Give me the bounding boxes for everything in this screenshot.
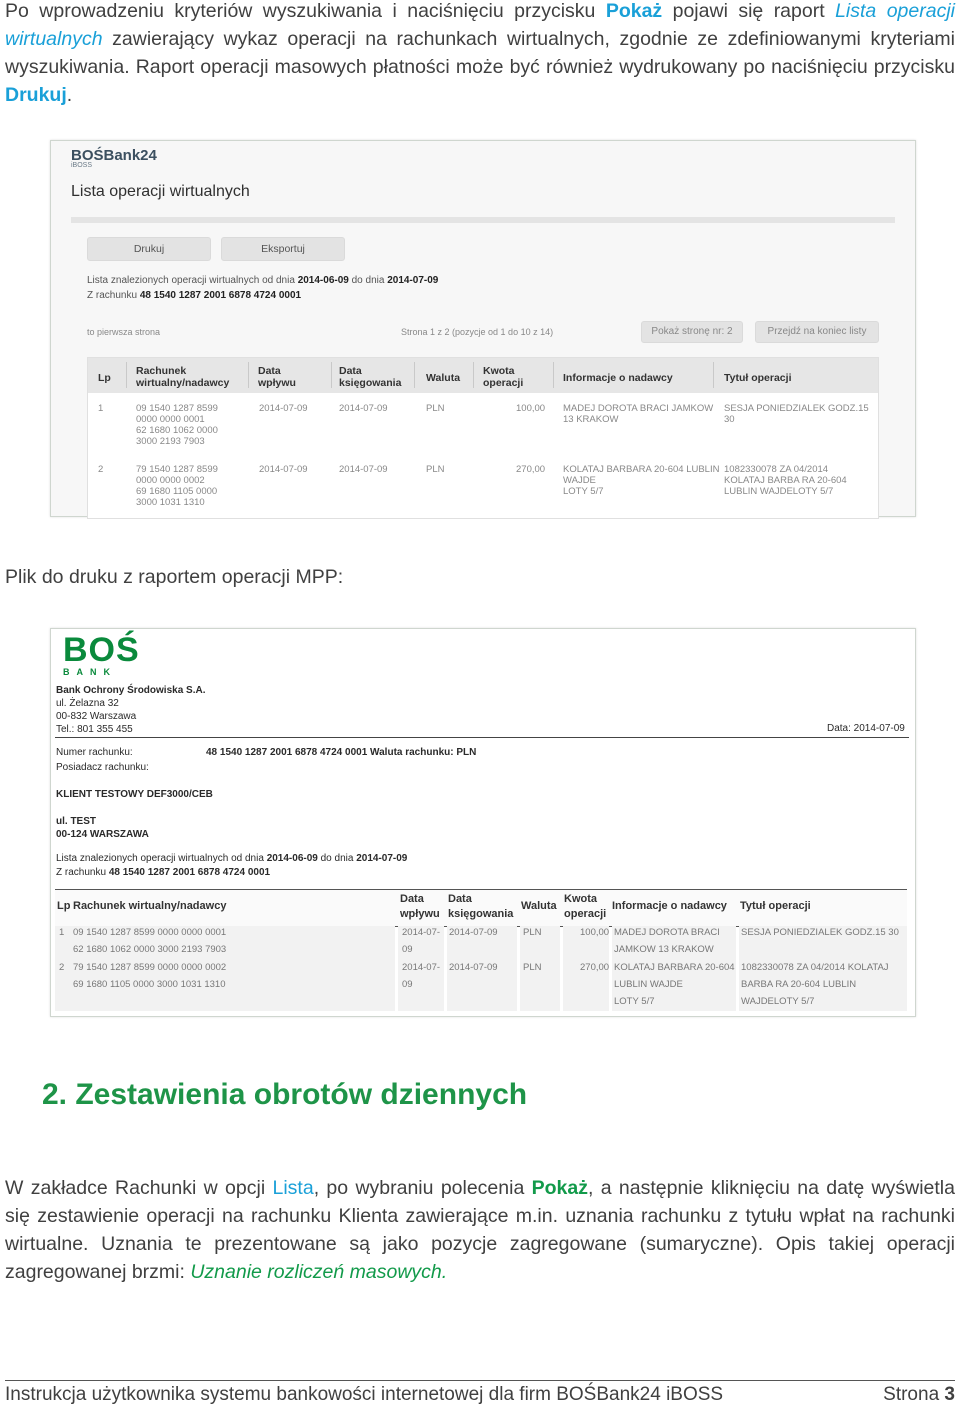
col-amount: Kwota operacji: [564, 893, 607, 920]
account-number-label: Numer rachunku:: [56, 747, 133, 758]
page-footer: [5, 1384, 955, 1406]
print-button[interactable]: Drukuj: [87, 237, 211, 261]
bank-name: Bank Ochrony Środowiska S.A.: [56, 685, 206, 696]
intro-paragraph: Po wprowadzeniu kryteriów wyszukiwania i naciśnięciu przycisku Pokaż pojawi się raport Lista operacji wirtualnych zawierający wykaz operacji na rachunkach wirtualnych, zgodnie ze zdefiniowanymi kryteriami wyszukiwania. Raport operacji masowych płatności może być również wydrukowany po naciśnięciu przycisku Drukuj.: [5, 0, 955, 106]
bos-bank-logo: BOŚ BANK: [63, 631, 140, 677]
operations-table: Lp Rachunek wirtualny/nadawcy Data wpływu Data księgowania Waluta Kwota operacji Informacje o nadawcy Tytuł operacji 1 09 1540 1287 8599 0000 0000 0001 62 1680 1062 0000 3000 2193 7903 2014-07- 09 2014-07-09 PLN 100,00 MADEJ DOROTA BRACI JAMKOW 13 KRAKOW SESJA PONIEDZIALEK GODZ.15 30 2 79 1540 1287 8599 0000 0000 0002 69 1680 1105 0000 3000 1031 1310 2014-07- 09 2014-07-09 PLN 270,00 KOLATAJ BARBARA 20-604 LUBLIN WAJDE LOTY 5/7 1082330078 ZA 04/2014 KOLATAJ BARBA RA 20-604 LUBLIN WAJDELOTY 5/7: [55, 889, 907, 1011]
search-range: Lista znalezionych operacji wirtualnych od dnia 2014-06-09 do dnia 2014-07-09: [87, 275, 439, 286]
first-page-label: to pierwsza strona: [87, 327, 161, 337]
bosbank24-logo: BOŚBank24 iBOSS: [71, 147, 157, 169]
print-button-ref: Drukuj: [5, 84, 67, 106]
page-info: Strona 1 z 2 (pozycje od 1 do 10 z 14): [401, 327, 554, 337]
print-file-caption: Plik do druku z raportem operacji MPP:: [5, 566, 344, 588]
account-number: 48 1540 1287 2001 6878 4724 0001 Waluta rachunku: PLN: [206, 747, 477, 758]
go-to-end-button[interactable]: Przejdź na koniec listy: [755, 321, 879, 343]
show-command-ref: Pokaż: [531, 1177, 588, 1199]
col-currency: Waluta: [521, 900, 557, 912]
col-sender: Informacje o nadawcy: [612, 900, 727, 912]
divider: [71, 217, 895, 223]
report-link-ref: Lista operacji wirtualnych: [5, 0, 955, 50]
client-name: KLIENT TESTOWY DEF3000/CEB: [56, 789, 213, 800]
source-account: Z rachunku 48 1540 1287 2001 6878 4724 0001: [56, 867, 271, 878]
bank-tel: Tel.: 801 355 455: [56, 724, 133, 735]
operation-description: Uznanie rozliczeń masowych.: [190, 1261, 448, 1283]
source-account: Z rachunku 48 1540 1287 2001 6878 4724 0001: [87, 290, 302, 301]
col-lp: Lp: [57, 900, 71, 912]
page-title: Lista operacji wirtualnych: [71, 183, 250, 200]
virtual-operations-screenshot: [50, 140, 916, 517]
col-sender: Informacje o nadawcy: [563, 372, 673, 384]
client-street: ul. TEST: [56, 816, 96, 827]
col-account: Rachunek wirtualny/nadawcy: [73, 900, 227, 912]
bank-street: ul. Żelazna 32: [56, 698, 119, 709]
col-amount: Kwota operacji: [483, 365, 524, 389]
footer-text: Instrukcja użytkownika systemu bankowości internetowej dla firm BOŚBank24 iBOSS: [5, 1384, 724, 1405]
show-page-button[interactable]: Pokaż stronę nr: 2: [641, 321, 743, 343]
col-date-book: Data księgowania: [339, 365, 402, 389]
footer-divider: [5, 1380, 955, 1381]
col-currency: Waluta: [426, 372, 461, 384]
col-date-book: Data księgowania: [448, 893, 514, 920]
search-range: Lista znalezionych operacji wirtualnych od dnia 2014-06-09 do dnia 2014-07-09: [56, 853, 408, 864]
print-report-screenshot: [50, 628, 916, 1017]
export-button[interactable]: Eksportuj: [221, 237, 345, 261]
lista-option-ref: Lista: [272, 1177, 314, 1199]
section2-paragraph: W zakładce Rachunki w opcji Lista, po wybraniu polecenia Pokaż, a następnie kliknięciu na datę wyświetla się zestawienie operacji na rachunku Klienta zawierające m.in. uznania rachunku z tytułu wpłat na rachunki wirtualne. Uznania te prezentowane są jako pozycje zagregowane (sumaryczne). Opis takiej operacji zagregowanej brzmi: Uznanie rozliczeń masowych.: [5, 1177, 955, 1283]
show-button-ref: Pokaż: [605, 0, 663, 22]
intro-text: zawierający wykaz operacji na rachunkach wirtualnych, zgodnie ze zdefiniowanymi kryteriami wyszukiwania. Raport operacji masowych płatności może być również wydrukowany po naciśnięciu przycisku: [5, 28, 955, 78]
col-date-in: Data wpływu: [258, 365, 296, 389]
section-heading: 2. Zestawienia obrotów dziennych: [42, 1078, 528, 1111]
col-account: Rachunek wirtualny/nadawcy: [136, 365, 230, 389]
client-city: 00-124 WARSZAWA: [56, 829, 149, 840]
intro-text: Po wprowadzeniu kryteriów wyszukiwania i naciśnięciu przycisku: [5, 0, 606, 22]
operations-table: Lp Rachunek wirtualny/nadawcy Data wpływu Data księgowania Waluta Kwota operacji Informacje o nadawcy Tytuł operacji 1 09 1540 1287 8599 0000 0000 0001 62 1680 1062 0000 3000 2193 7903 2014-07-09 2014-07-09 PLN 100,00 MADEJ DOROTA BRACI JAMKOW 13 KRAKOW SESJA PONIEDZIALEK GODZ.15 30 2 79 1540 1287 8599 0000 0000 0002 69 1680 1105 0000 3000 1031 1310 2014-07-09 2014-07-09 PLN 270,00 KOLATAJ BARBARA 20-604 LUBLIN WAJDE LOTY 5/7 1082330078 ZA 04/2014 KOLATAJ BARBA RA 20-604 LUBLIN WAJDELOTY 5/7: [87, 357, 879, 519]
col-lp: Lp: [98, 372, 111, 384]
page-number: Strona 3: [883, 1384, 955, 1405]
col-date-in: Data wpływu: [400, 893, 440, 920]
col-title: Tytuł operacji: [724, 372, 792, 384]
intro-text: pojawi się raport: [662, 0, 836, 22]
print-date: Data: 2014-07-09: [827, 723, 905, 734]
owner-label: Posiadacz rachunku:: [56, 762, 149, 773]
bank-city: 00-832 Warszawa: [56, 711, 137, 722]
col-title: Tytuł operacji: [740, 900, 811, 912]
